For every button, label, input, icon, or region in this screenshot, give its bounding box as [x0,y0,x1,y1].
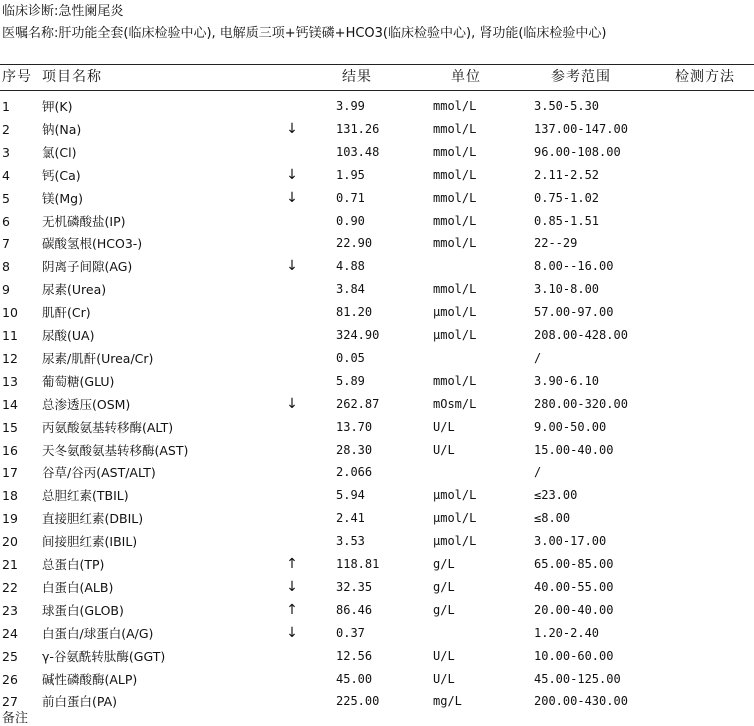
reference-range: 1.20-2.40 [534,625,600,640]
unit-value: mmol/L [433,121,477,136]
table-row [0,507,754,530]
row-number: 21 [2,557,18,572]
result-value: 103.48 [336,144,380,159]
table-row [0,187,754,210]
table-row [0,118,754,141]
test-name: 阴离子间隙(AG) [42,259,133,275]
unit-value: μmol/L [433,534,477,549]
row-number: 26 [2,671,18,687]
test-name: 球蛋白(GLOB) [42,602,124,618]
result-value: 0.71 [336,190,365,205]
unit-value: mmol/L [433,282,477,297]
unit-value: mOsm/L [433,396,477,411]
result-value: 5.89 [336,373,365,388]
row-number: 20 [2,534,18,550]
reference-range: 137.00-147.00 [534,121,628,136]
reference-range: 8.00--16.00 [534,259,614,274]
table-row [0,393,754,416]
unit-value: μmol/L [433,305,477,320]
test-name: 碱性磷酸酶(ALP) [42,671,138,687]
abnormal-flag: ↓ [286,189,298,206]
table-row [0,210,754,233]
test-name: 前白蛋白(PA) [42,694,118,710]
reference-range: ≤8.00 [534,511,571,526]
col-header-unit: 单位 [451,69,481,85]
test-name: 总蛋白(TP) [42,557,105,572]
table-row [0,484,754,507]
test-name: 天冬氨酸氨基转移酶(AST) [42,442,189,458]
test-name: 钾(K) [42,99,73,114]
table-row [0,645,754,668]
test-name: 白蛋白/球蛋白(A/G) [42,625,154,641]
unit-value: mmol/L [433,144,477,159]
col-header-method: 检测方法 [675,69,735,85]
abnormal-flag: ↓ [286,578,298,595]
result-value: 22.90 [336,236,373,251]
row-number: 27 [2,694,18,710]
table-row [0,439,754,462]
test-name: 钙(Ca) [42,167,81,183]
row-number: 3 [2,144,10,160]
unit-value: mmol/L [433,167,477,182]
result-value: 2.066 [336,465,373,480]
table-row [0,599,754,622]
unit-value: μmol/L [433,488,477,503]
result-value: 32.35 [336,579,373,594]
unit-value: mmol/L [433,236,477,251]
unit-value: U/L [433,419,455,434]
col-header-no: 序号 [2,69,32,85]
result-value: 131.26 [336,121,380,136]
unit-value: g/L [433,579,455,594]
unit-value: mmol/L [433,190,477,205]
reference-range: 9.00-50.00 [534,419,607,434]
result-value: 3.99 [336,99,365,113]
row-number: 22 [2,579,18,595]
table-row [0,232,754,255]
test-name: 谷草/谷丙(AST/ALT) [42,465,156,481]
row-number: 14 [2,396,18,412]
table-row [0,576,754,599]
result-value: 3.53 [336,534,365,549]
result-value: 225.00 [336,694,380,709]
result-value: 2.41 [336,511,365,526]
abnormal-flag: ↓ [286,395,298,412]
table-header-rule [0,90,754,91]
test-name: 氯(Cl) [42,144,77,160]
reference-range: 57.00-97.00 [534,305,614,320]
clinical-diagnosis: 临床诊断:急性阑尾炎 [2,4,124,19]
reference-range: 65.00-85.00 [534,557,614,571]
reference-range: 96.00-108.00 [534,144,621,159]
row-number: 15 [2,419,18,435]
reference-range: / [534,350,542,365]
reference-range: 208.00-428.00 [534,328,628,342]
abnormal-flag: ↑ [286,556,298,572]
abnormal-flag: ↓ [286,624,298,641]
col-header-name: 项目名称 [42,69,102,85]
test-name: 白蛋白(ALB) [42,579,114,595]
row-number: 10 [2,305,18,321]
row-number: 16 [2,442,18,458]
table-top-rule [0,64,754,65]
table-row [0,278,754,301]
unit-value: mg/L [433,694,462,709]
reference-range: 2.11-2.52 [534,167,600,182]
row-number: 18 [2,488,18,504]
reference-range: 3.10-8.00 [534,282,600,297]
footer-remark: 备注 [2,711,29,726]
row-number: 6 [2,213,10,229]
result-value: 45.00 [336,671,373,686]
table-row [0,416,754,439]
reference-range: 22--29 [534,236,578,251]
row-number: 17 [2,465,18,481]
reference-range: 45.00-125.00 [534,671,621,686]
row-number: 4 [2,167,10,183]
unit-value: U/L [433,648,455,663]
table-row [0,301,754,324]
unit-value: mmol/L [433,213,477,228]
test-name: 间接胆红素(IBIL) [42,534,138,550]
row-number: 2 [2,121,10,137]
reference-range: 10.00-60.00 [534,648,614,663]
table-row [0,324,754,347]
row-number: 1 [2,99,10,114]
table-row [0,622,754,645]
row-number: 24 [2,625,18,641]
test-name: 总渗透压(OSM) [42,396,131,412]
test-name: 尿素(Urea) [42,282,107,298]
col-header-ref: 参考范围 [551,69,611,85]
reference-range: 200.00-430.00 [534,694,628,709]
reference-range: 15.00-40.00 [534,442,614,457]
table-row [0,141,754,164]
reference-range: ≤23.00 [534,488,578,503]
unit-value: g/L [433,602,455,617]
result-value: 3.84 [336,282,365,297]
table-row [0,690,754,713]
row-number: 12 [2,350,18,366]
test-name: 镁(Mg) [42,190,83,206]
table-row [0,668,754,691]
abnormal-flag: ↑ [286,601,298,618]
result-value: 5.94 [336,488,365,503]
row-number: 7 [2,236,10,252]
result-value: 324.90 [336,328,380,342]
result-value: 0.90 [336,213,365,228]
result-value: 81.20 [336,305,373,320]
unit-value: U/L [433,671,455,686]
reference-range: 20.00-40.00 [534,602,614,617]
result-value: 1.95 [336,167,365,182]
row-number: 11 [2,328,18,343]
result-value: 118.81 [336,557,380,571]
result-value: 86.46 [336,602,373,617]
table-row [0,553,754,576]
abnormal-flag: ↓ [286,258,298,275]
table-row [0,95,754,118]
test-name: 碳酸氢根(HCO3-) [42,236,143,252]
unit-value: U/L [433,442,455,457]
reference-range: 40.00-55.00 [534,579,614,594]
reference-range: 0.85-1.51 [534,213,600,228]
row-number: 19 [2,511,18,527]
reference-range: 0.75-1.02 [534,190,600,205]
abnormal-flag: ↓ [286,120,298,137]
unit-value: mmol/L [433,373,477,388]
unit-value: μmol/L [433,328,477,342]
reference-range: 280.00-320.00 [534,396,628,411]
reference-range: 3.50-5.30 [534,99,600,113]
result-value: 28.30 [336,442,373,457]
unit-value: g/L [433,557,455,571]
row-number: 23 [2,602,18,618]
row-number: 25 [2,648,18,664]
unit-value: μmol/L [433,511,477,526]
test-name: γ-谷氨酰转肽酶(GGT) [42,648,166,664]
abnormal-flag: ↓ [286,166,298,183]
result-value: 13.70 [336,419,373,434]
result-value: 4.88 [336,259,365,274]
row-number: 5 [2,190,10,206]
table-row [0,530,754,553]
order-names: 医嘱名称:肝功能全套(临床检验中心), 电解质三项+钙镁磷+HCO3(临床检验中心), 肾功能(临床检验中心) [2,26,607,41]
test-name: 钠(Na) [42,121,82,137]
col-header-result: 结果 [342,69,372,85]
result-value: 0.37 [336,625,365,640]
row-number: 9 [2,282,10,298]
unit-value: mmol/L [433,99,477,113]
result-value: 262.87 [336,396,380,411]
table-row [0,461,754,484]
test-name: 直接胆红素(DBIL) [42,511,144,527]
result-value: 0.05 [336,350,365,365]
reference-range: / [534,465,542,480]
table-row [0,164,754,187]
reference-range: 3.00-17.00 [534,534,607,549]
table-row [0,255,754,278]
reference-range: 3.90-6.10 [534,373,600,388]
test-name: 肌酐(Cr) [42,305,91,321]
row-number: 13 [2,373,18,389]
test-name: 无机磷酸盐(IP) [42,213,126,229]
result-value: 12.56 [336,648,373,663]
test-name: 丙氨酸氨基转移酶(ALT) [42,419,174,435]
test-name: 葡萄糖(GLU) [42,373,115,389]
test-name: 尿酸(UA) [42,328,95,343]
test-name: 尿素/肌酐(Urea/Cr) [42,350,154,366]
test-name: 总胆红素(TBIL) [42,488,129,504]
table-row [0,370,754,393]
row-number: 8 [2,259,10,275]
table-row [0,347,754,370]
